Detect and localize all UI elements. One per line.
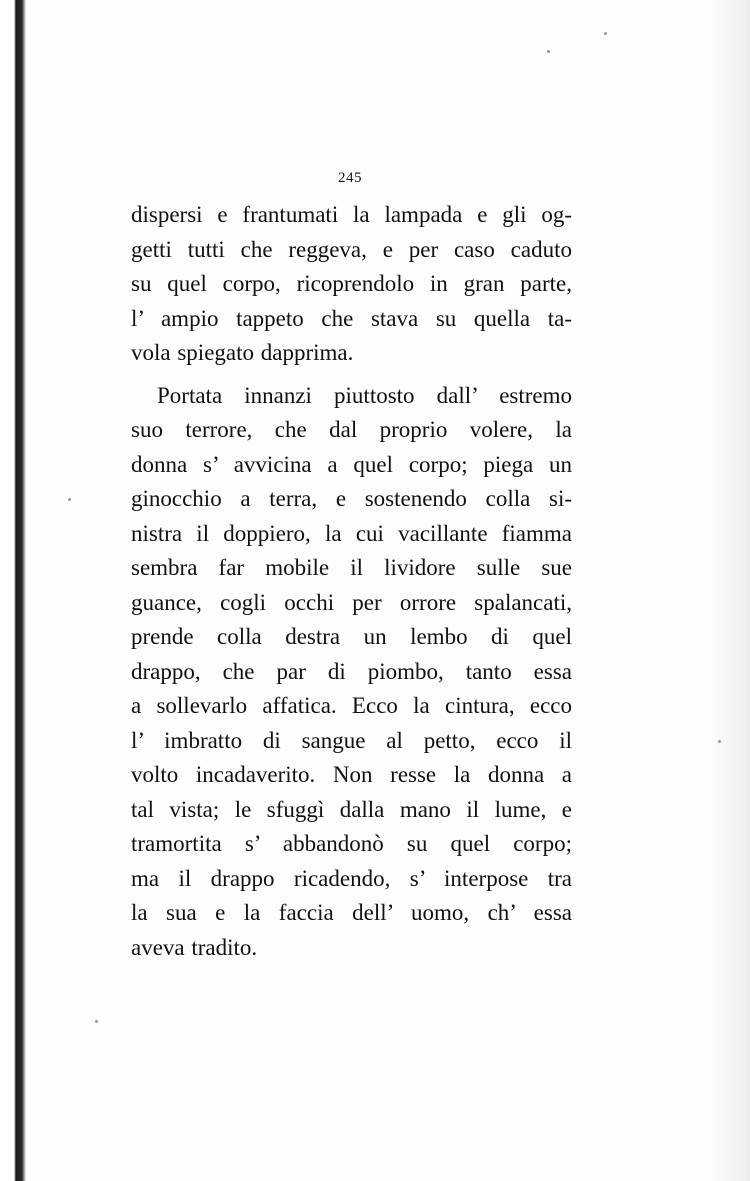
- text-line: suo terrore, che dal proprio volere, la: [131, 417, 572, 442]
- text-line: ma il drappo ricadendo, s’ interpose tra: [131, 865, 572, 891]
- text-line: vola spiegato dapprima.: [131, 340, 354, 365]
- text-line: ginocchio a terra, e sostenendo colla si-: [131, 486, 572, 511]
- text-line: prende colla destra un lembo di quel: [131, 624, 572, 649]
- text-line: l’ ampio tappeto che stava su quella ta-: [131, 305, 572, 331]
- paper-speck: [604, 32, 607, 35]
- text-line: donna s’ avvicina a quel corpo; piega un: [131, 451, 572, 477]
- text-line: l’ imbratto di sangue al petto, ecco il: [131, 727, 572, 753]
- text-line: tramortita s’ abbandonò su quel corpo;: [131, 831, 572, 856]
- page-edge-shadow: [710, 0, 750, 1181]
- text-line: a sollevarlo affatica. Ecco la cintura, ecco: [131, 693, 572, 718]
- text-line: sembra far mobile il lividore sulle sue: [131, 555, 572, 580]
- text-line: drappo, che par di piombo, tanto essa: [131, 658, 572, 684]
- text-line: la sua e la faccia dell’ uomo, ch’ essa: [131, 900, 572, 925]
- page-number: 245: [338, 170, 362, 186]
- body-text: [131, 198, 572, 965]
- paper-speck: [547, 50, 550, 53]
- paragraph-1: [131, 198, 572, 371]
- text-line: tal vista; le sfuggì dalla mano il lume, e: [131, 796, 572, 822]
- paper-speck: [718, 740, 721, 743]
- text-line: volto incadaverito. Non resse la donna a: [131, 762, 572, 787]
- text-line: dispersi e frantumati la lampada e gli og-: [131, 202, 572, 227]
- paper-speck: [68, 498, 71, 501]
- text-line: aveva tradito.: [131, 934, 258, 960]
- text-line: nistra il doppiero, la cui vacillante fiamma: [131, 520, 572, 546]
- text-line: getti tutti che reggeva, e per caso caduto: [131, 236, 572, 262]
- paragraph-2: [131, 379, 572, 966]
- paper-speck: [95, 1020, 98, 1023]
- text-line: Portata innanzi piuttosto dall’ estremo: [157, 382, 572, 408]
- text-line: guance, cogli occhi per orrore spalancati,: [131, 589, 572, 615]
- text-line: su quel corpo, ricoprendolo in gran parte,: [131, 271, 572, 296]
